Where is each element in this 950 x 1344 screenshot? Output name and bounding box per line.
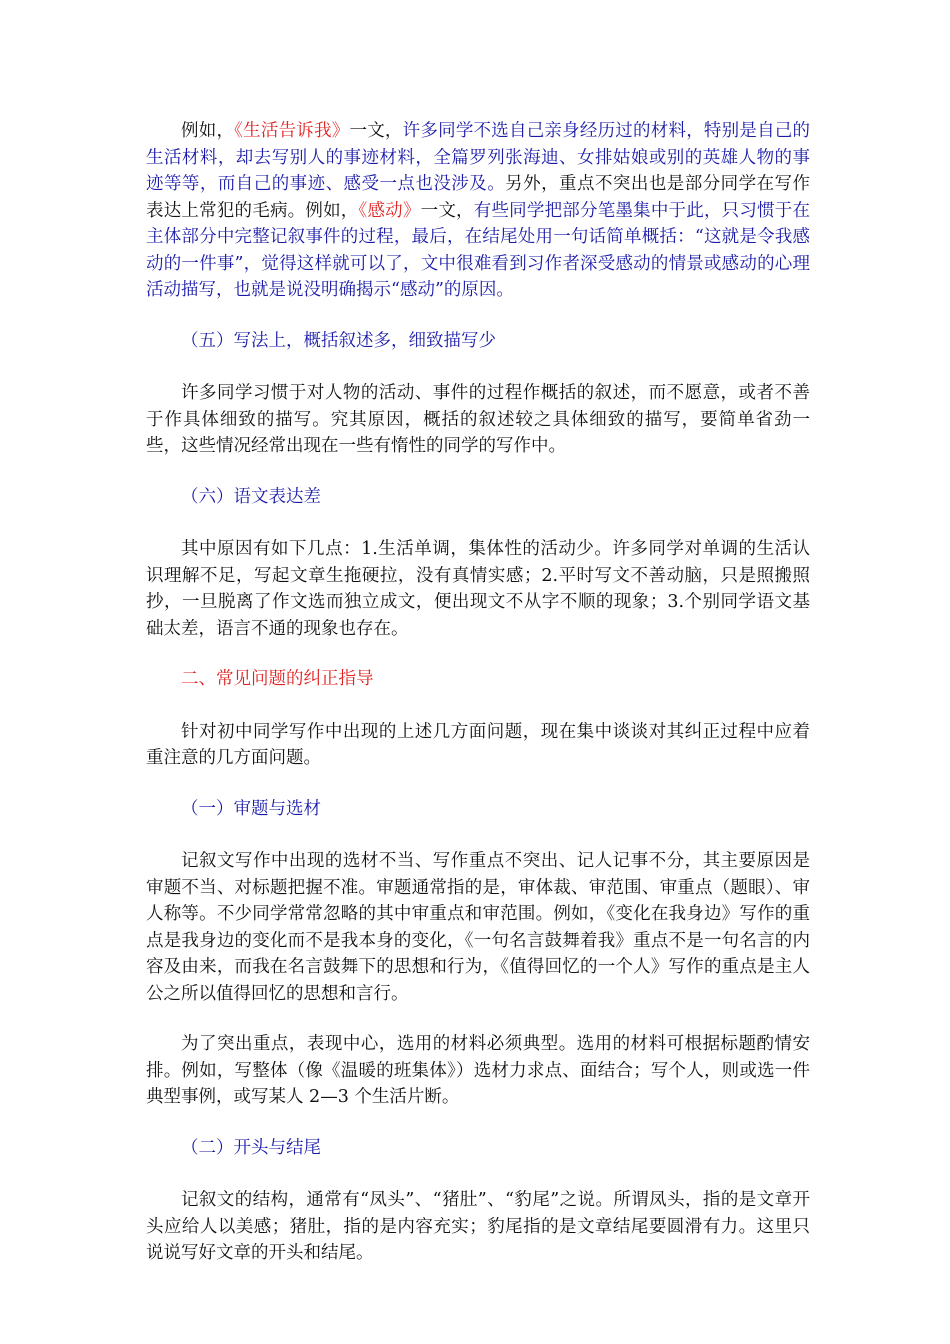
text-run: 例如， <box>181 121 235 141</box>
paragraph-material-selection: 为了突出重点，表现中心，选用的材料必须典型。选用的材料可根据标题酌情安排。例如，写整体（像《温暖的班集体》）选材力求点、面结合；写个人，则或选一件典型事例，或写某人 2—3 个生活片断。 <box>146 1034 810 1107</box>
document-page <box>146 118 810 1291</box>
text-run: 一文， <box>420 200 474 221</box>
text-run: 另外，重点不突出也是部分同学在写作表达上常犯的毛病。例如， <box>146 174 811 221</box>
text-run: 一文， <box>349 121 403 141</box>
paragraph-narration: 许多同学习惯于对人物的活动、事件的过程作概括的叙述，而不愿意，或者不善于作具体细致的描写。究其原因，概括的叙述较之具体细致的描写，要简单省劲一些，这些情况经常出现在一些有惰性的同学的写作中。 <box>146 383 810 456</box>
highlighted-text-blue: 许多同学不选自己亲身经历过的材料，特别是自己的生活材料，却去写别人的事迹材料，全篇罗列张海迪、女排姑娘或别的英雄人物的事迹等等，而自己的事迹、感受一点也没涉及。 <box>146 121 811 194</box>
highlighted-text-blue: 有些同学把部分笔墨集中于此，只习惯于在主体部分中完整记叙事件的过程，最后，在结尾处用一句话简单概括：“这就是令我感动的一件事”，觉得这样就可以了，文中很难看到习作者深受感动的情景或感动的心理活动描写，也就是说没明确揭示“感动”的原因。 <box>146 200 811 300</box>
essay-title-red: 《感动》 <box>358 200 421 221</box>
essay-title-red: 《生活告诉我》 <box>234 121 350 141</box>
paragraph-topic-review: 记叙文写作中出现的选材不当、写作重点不突出、记人记事不分，其主要原因是审题不当、对标题把握不准。审题通常指的是，审体裁、审范围、审重点（题眼）、审人称等。不少同学常常忽略的其中审重点和审范围。例如，《变化在我身边》写作的重点是我身边的变化而不是我本身的变化，《一句名言鼓舞着我》重点不是一句名言的内容及由来，而我在名言鼓舞下的思想和行为，《值得回忆的一个人》写作的重点是主人公之所以值得回忆的思想和言行。 <box>146 851 810 1004</box>
subheading-5: （五）写法上，概括叙述多，细致描写少 <box>181 330 496 351</box>
paragraph-intro-guidance: 针对初中同学写作中出现的上述几方面问题，现在集中谈谈对其纠正过程中应着重注意的几方面问题。 <box>146 721 810 768</box>
paragraph-structure: 记叙文的结构，通常有“凤头”、“猪肚”、“豹尾”之说。所谓凤头，指的是文章开头应给人以美感；猪肚，指的是内容充实；豹尾指的是文章结尾要圆滑有力。这里只说说写好文章的开头和结尾。 <box>146 1190 810 1263</box>
subheading-1: （一）审题与选材 <box>181 798 321 819</box>
paragraph-language: 其中原因有如下几点：1.生活单调，集体性的活动少。许多同学对单调的生活认识理解不足，写起文章生拖硬拉，没有真情实感；2.平时写文不善动脑，只是照搬照抄，一旦脱离了作文选而独立成文，便出现文不从字不顺的现象；3.个别同学语文基础太差，语言不通的现象也存在。 <box>146 539 810 639</box>
subheading-2: （二）开头与结尾 <box>181 1137 321 1158</box>
subheading-6: （六）语文表达差 <box>181 486 321 507</box>
section-heading-2: 二、常见问题的纠正指导 <box>181 669 374 689</box>
paragraph-topic-examples <box>146 118 810 304</box>
